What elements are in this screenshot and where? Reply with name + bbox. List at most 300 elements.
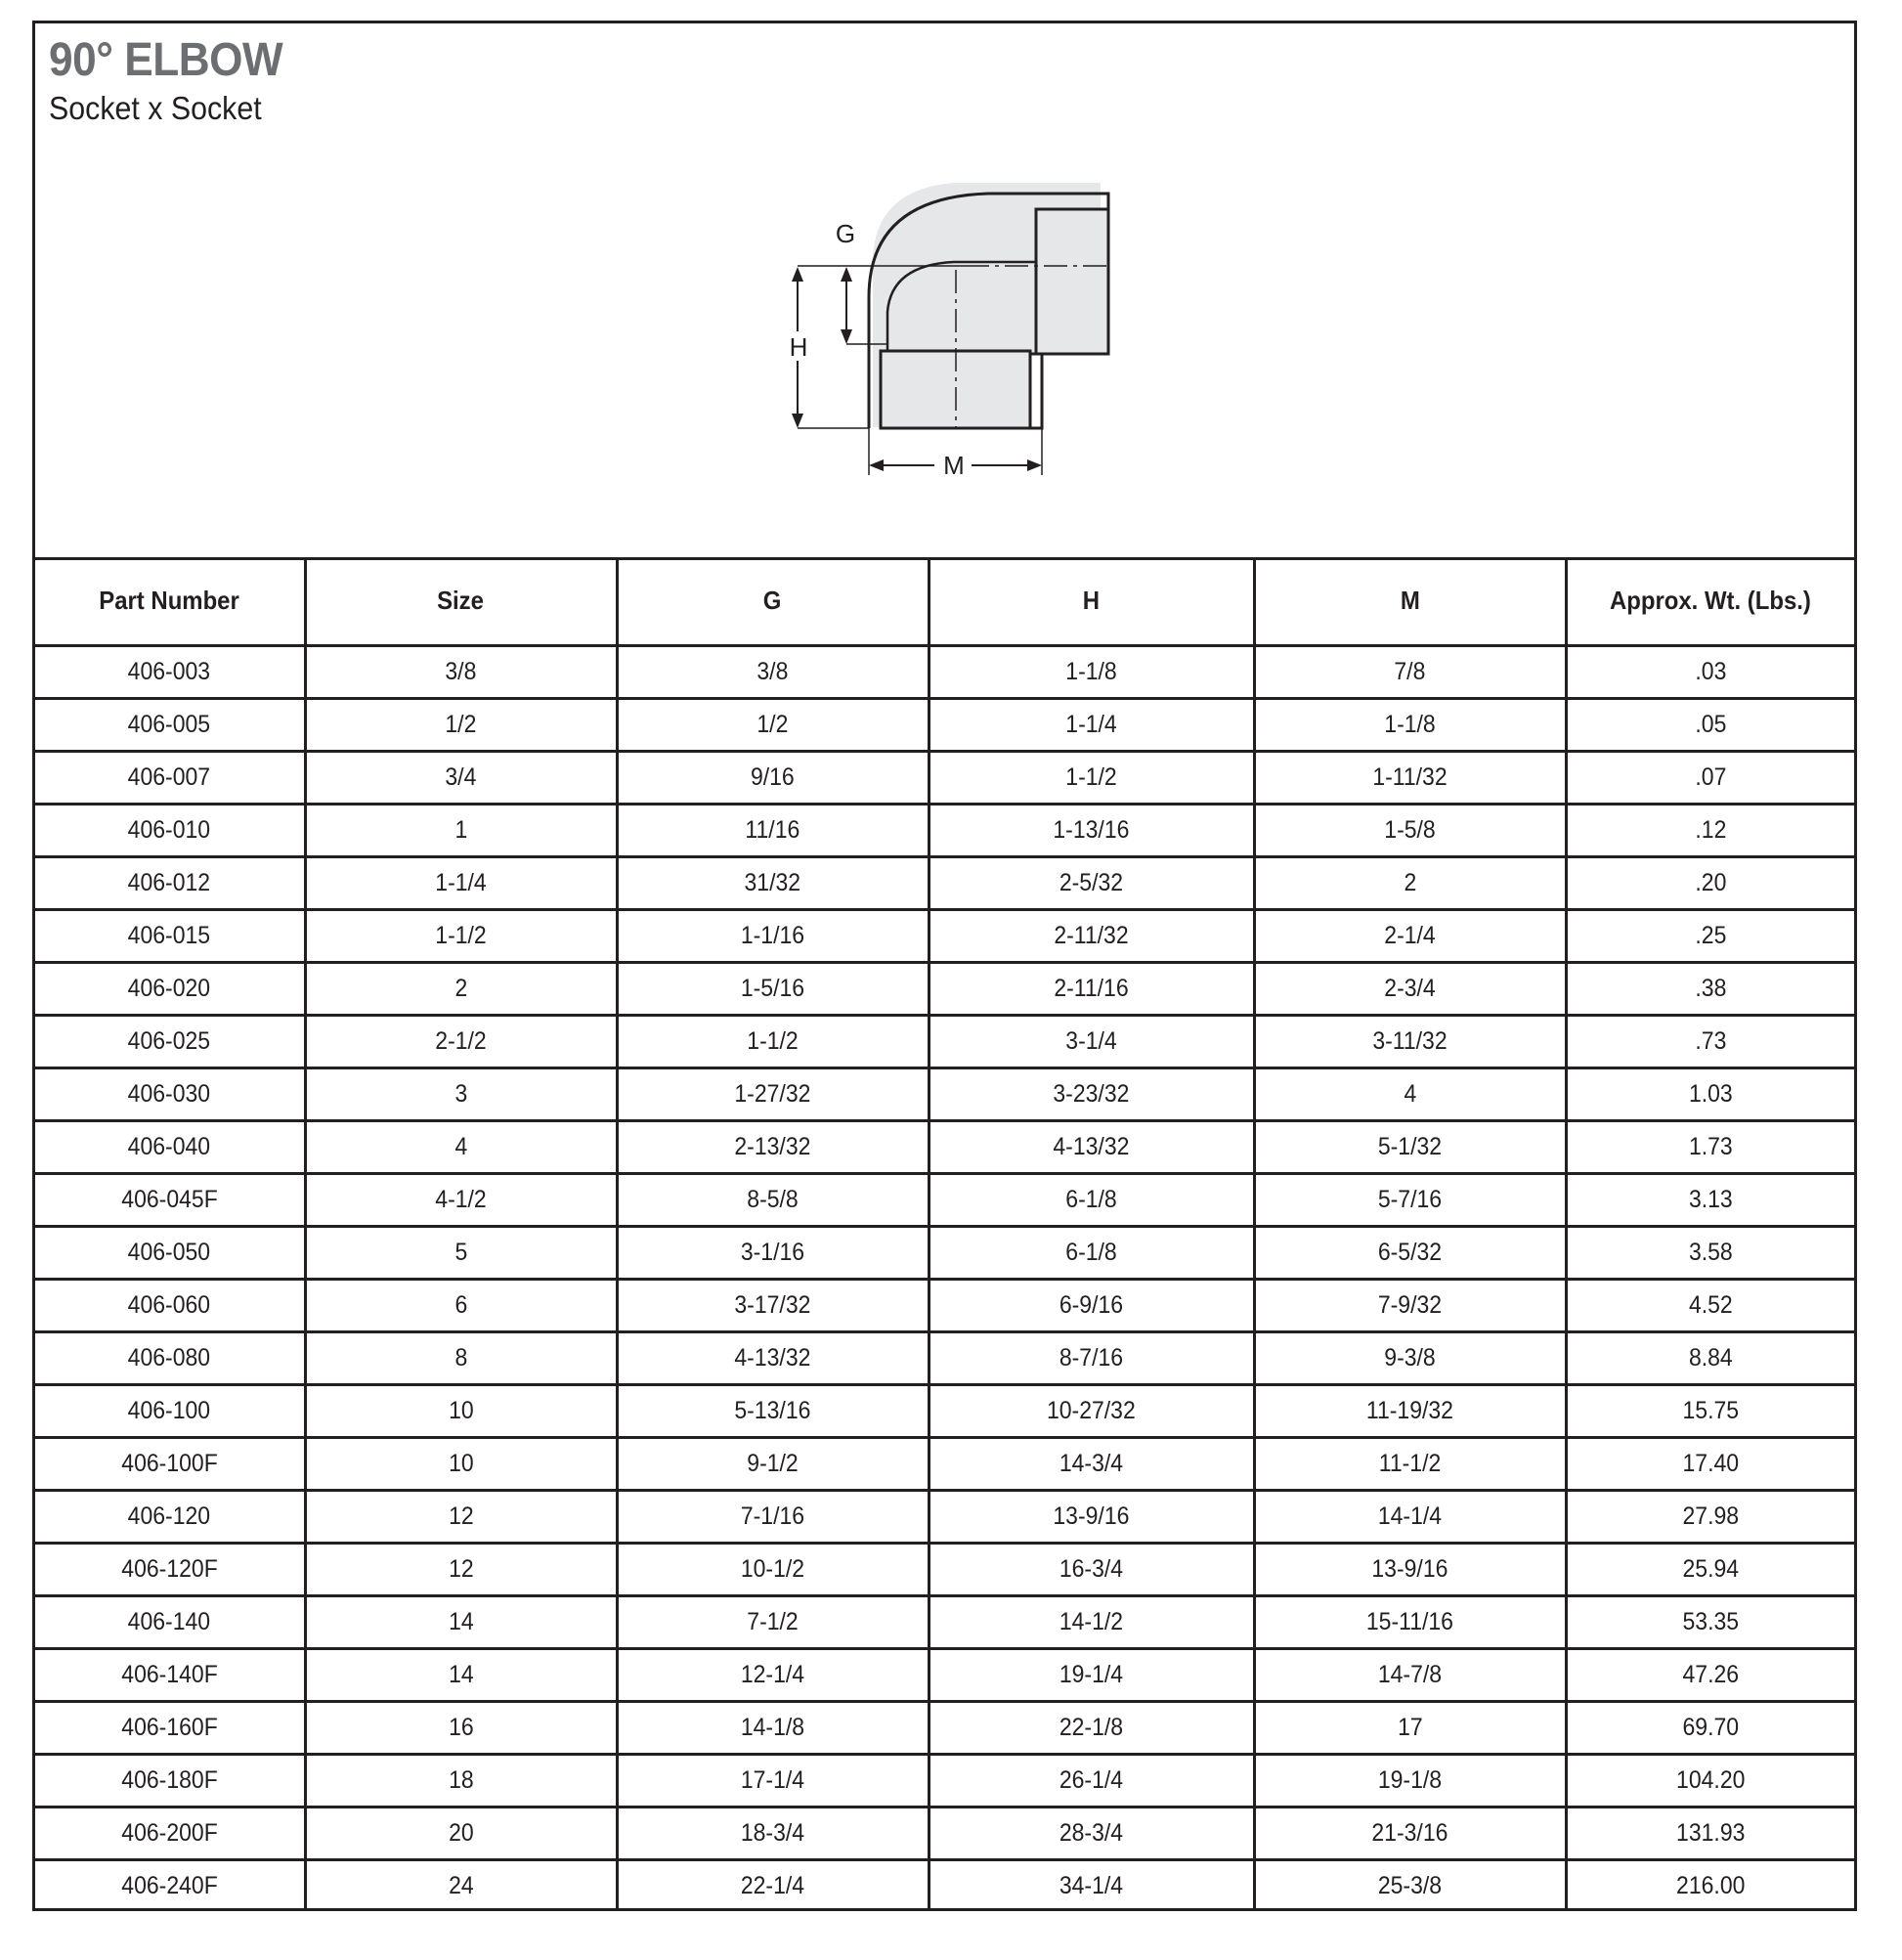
col-m-cell — [1254, 1649, 1566, 1702]
col-g-cell — [617, 1068, 929, 1121]
cell-value: 9/16 — [751, 763, 795, 791]
cell-value: 4 — [454, 1133, 467, 1160]
col-approx-weight-cell — [1566, 1755, 1854, 1808]
col-size-cell — [305, 1280, 617, 1332]
col-approx-weight-cell — [1566, 1385, 1854, 1438]
table-row — [35, 910, 1854, 963]
cell-value: 6-5/32 — [1377, 1239, 1443, 1266]
cell-value: 3-23/32 — [1053, 1080, 1130, 1108]
col-g-cell — [617, 1544, 929, 1596]
cell-value: 16 — [448, 1714, 474, 1741]
cell-value: 1-1/8 — [1065, 658, 1117, 685]
col-part-number-cell — [35, 1332, 305, 1385]
col-g-cell — [617, 857, 929, 910]
cell-value: 406-120 — [128, 1503, 211, 1530]
col-g-cell — [617, 1808, 929, 1860]
col-size-cell — [305, 1121, 617, 1174]
cell-value: 406-050 — [128, 1239, 211, 1266]
col-part-number-cell — [35, 805, 305, 857]
cell-value: 7-1/2 — [747, 1608, 799, 1635]
cell-value: 2 — [1404, 869, 1416, 896]
col-m-cell — [1254, 1438, 1566, 1491]
col-h-cell — [929, 1385, 1254, 1438]
spec-sheet — [32, 21, 1857, 1911]
cell-value: 17.40 — [1682, 1450, 1740, 1477]
col-m-cell — [1254, 963, 1566, 1016]
col-approx-weight-header — [1566, 557, 1854, 646]
cell-value: 1-13/16 — [1053, 816, 1130, 844]
col-size-header — [305, 557, 617, 646]
col-size-cell — [305, 1755, 617, 1808]
cell-value: 10-27/32 — [1047, 1397, 1136, 1424]
cell-value: 406-100F — [121, 1450, 218, 1477]
cell-value: 406-030 — [128, 1080, 211, 1108]
col-approx-weight-cell — [1566, 1332, 1854, 1385]
col-g-cell — [617, 1121, 929, 1174]
cell-value: 12 — [448, 1503, 474, 1530]
cell-value: 4 — [1404, 1080, 1416, 1108]
cell-value: 4-13/32 — [1053, 1133, 1130, 1160]
col-approx-weight-cell — [1566, 1280, 1854, 1332]
cell-value: 3-17/32 — [734, 1291, 811, 1319]
cell-value: 5-1/32 — [1377, 1133, 1443, 1160]
cell-value: 406-140 — [128, 1608, 211, 1635]
col-part-number-cell — [35, 910, 305, 963]
cell-value: 8-7/16 — [1059, 1344, 1124, 1372]
col-size-cell — [305, 1808, 617, 1860]
cell-value: 16-3/4 — [1059, 1555, 1124, 1583]
col-size-cell — [305, 1227, 617, 1280]
col-size-cell — [305, 1016, 617, 1068]
cell-value: 19-1/4 — [1059, 1661, 1124, 1688]
col-g-cell — [617, 805, 929, 857]
col-m-cell — [1254, 1808, 1566, 1860]
table-row — [35, 1860, 1854, 1912]
page-title: 90° ELBOW — [49, 34, 283, 86]
col-m-cell — [1254, 1755, 1566, 1808]
cell-value: 25-3/8 — [1377, 1872, 1443, 1899]
col-size-cell — [305, 1438, 617, 1491]
col-g-cell — [617, 1016, 929, 1068]
cell-value: 406-007 — [128, 763, 211, 791]
cell-value: 18-3/4 — [740, 1819, 805, 1847]
table-row — [35, 1755, 1854, 1808]
col-size-cell — [305, 1702, 617, 1755]
cell-value: 406-140F — [121, 1661, 218, 1688]
col-m-cell — [1254, 646, 1566, 699]
cell-value: 8-5/8 — [747, 1186, 799, 1213]
col-g-cell — [617, 699, 929, 752]
cell-value: 1-11/32 — [1372, 763, 1448, 791]
cell-value: 2-1/2 — [435, 1027, 487, 1055]
cell-value: 1-5/16 — [740, 975, 805, 1002]
col-size-cell — [305, 910, 617, 963]
col-part-number-cell — [35, 1596, 305, 1649]
col-h-cell — [929, 646, 1254, 699]
label-g: G — [835, 219, 856, 248]
col-m-cell — [1254, 1280, 1566, 1332]
cell-value: 1-1/2 — [435, 922, 487, 949]
col-m-cell — [1254, 1385, 1566, 1438]
col-approx-weight-cell — [1566, 1544, 1854, 1596]
table-row — [35, 1491, 1854, 1544]
table-row — [35, 1332, 1854, 1385]
table-row — [35, 1016, 1854, 1068]
col-g-cell — [617, 1385, 929, 1438]
col-g-cell — [617, 646, 929, 699]
col-g-cell — [617, 1491, 929, 1544]
col-g-cell — [617, 752, 929, 805]
col-size-cell — [305, 1491, 617, 1544]
cell-value: 3 — [454, 1080, 467, 1108]
col-h-cell — [929, 1280, 1254, 1332]
label-m: M — [943, 451, 965, 480]
col-m-cell — [1254, 1544, 1566, 1596]
col-part-number-cell — [35, 1491, 305, 1544]
table-row — [35, 752, 1854, 805]
col-approx-weight-cell — [1566, 646, 1854, 699]
cell-value: 406-045F — [121, 1186, 218, 1213]
col-m-cell — [1254, 1121, 1566, 1174]
col-h-cell — [929, 1649, 1254, 1702]
cell-value: 406-240F — [121, 1872, 218, 1899]
table-row — [35, 1808, 1854, 1860]
column-header-label: G — [763, 586, 782, 615]
cell-value: 15.75 — [1682, 1397, 1740, 1424]
col-h-cell — [929, 963, 1254, 1016]
cell-value: 406-200F — [121, 1819, 218, 1847]
cell-value: .07 — [1695, 763, 1727, 791]
col-g-cell — [617, 1332, 929, 1385]
cell-value: .05 — [1695, 711, 1727, 738]
col-h-cell — [929, 1332, 1254, 1385]
cell-value: 2-1/4 — [1384, 922, 1436, 949]
column-header-label: M — [1400, 586, 1420, 615]
cell-value: 1-27/32 — [734, 1080, 811, 1108]
cell-value: 3.13 — [1688, 1186, 1733, 1213]
cell-value: 2-5/32 — [1059, 869, 1124, 896]
cell-value: 406-080 — [128, 1344, 211, 1372]
col-size-cell — [305, 1596, 617, 1649]
col-h-cell — [929, 1860, 1254, 1912]
cell-value: 25.94 — [1682, 1555, 1740, 1583]
cell-value: 3/8 — [445, 658, 477, 685]
cell-value: 1.03 — [1688, 1080, 1733, 1108]
cell-value: 1-1/2 — [747, 1027, 799, 1055]
cell-value: 14-1/2 — [1059, 1608, 1124, 1635]
cell-value: 20 — [448, 1819, 474, 1847]
cell-value: .73 — [1695, 1027, 1727, 1055]
cell-value: 9-3/8 — [1384, 1344, 1436, 1372]
col-part-number-cell — [35, 963, 305, 1016]
col-approx-weight-cell — [1566, 1596, 1854, 1649]
cell-value: 1.73 — [1688, 1133, 1733, 1160]
col-approx-weight-cell — [1566, 1860, 1854, 1912]
col-approx-weight-cell — [1566, 1438, 1854, 1491]
col-m-cell — [1254, 752, 1566, 805]
cell-value: 7-9/32 — [1377, 1291, 1443, 1319]
cell-value: 406-025 — [128, 1027, 211, 1055]
table-row — [35, 1068, 1854, 1121]
col-m-cell — [1254, 1491, 1566, 1544]
table-row — [35, 1121, 1854, 1174]
cell-value: 406-040 — [128, 1133, 211, 1160]
col-approx-weight-cell — [1566, 805, 1854, 857]
cell-value: 15-11/16 — [1365, 1608, 1454, 1635]
cell-value: .25 — [1695, 922, 1727, 949]
col-size-cell — [305, 857, 617, 910]
cell-value: 11/16 — [745, 816, 800, 844]
col-h-cell — [929, 699, 1254, 752]
col-approx-weight-cell — [1566, 1174, 1854, 1227]
cell-value: 19-1/8 — [1377, 1766, 1443, 1794]
cell-value: 406-015 — [128, 922, 211, 949]
col-part-number-cell — [35, 1280, 305, 1332]
col-g-cell — [617, 1755, 929, 1808]
col-m-cell — [1254, 1068, 1566, 1121]
col-part-number-header — [35, 557, 305, 646]
cell-value: 6 — [454, 1291, 467, 1319]
col-part-number-cell — [35, 1227, 305, 1280]
cell-value: 1-1/8 — [1384, 711, 1436, 738]
table-row — [35, 1385, 1854, 1438]
table-row — [35, 963, 1854, 1016]
col-size-cell — [305, 805, 617, 857]
col-part-number-cell — [35, 1544, 305, 1596]
cell-value: 69.70 — [1682, 1714, 1740, 1741]
cell-value: 1-1/16 — [740, 922, 805, 949]
table-row — [35, 1544, 1854, 1596]
cell-value: 3-11/32 — [1372, 1027, 1448, 1055]
col-h-cell — [929, 1227, 1254, 1280]
cell-value: 26-1/4 — [1059, 1766, 1124, 1794]
table-row — [35, 646, 1854, 699]
cell-value: 2-3/4 — [1384, 975, 1436, 1002]
col-h-cell — [929, 1808, 1254, 1860]
col-h-cell — [929, 1755, 1254, 1808]
col-part-number-cell — [35, 1755, 305, 1808]
table-row — [35, 1649, 1854, 1702]
col-approx-weight-cell — [1566, 1227, 1854, 1280]
col-h-cell — [929, 1544, 1254, 1596]
col-size-cell — [305, 752, 617, 805]
cell-value: 10 — [448, 1450, 474, 1477]
col-h-cell — [929, 1174, 1254, 1227]
col-g-header — [617, 557, 929, 646]
cell-value: .38 — [1695, 975, 1727, 1002]
cell-value: 8 — [454, 1344, 467, 1372]
cell-value: 6-1/8 — [1065, 1186, 1117, 1213]
table-row — [35, 699, 1854, 752]
col-part-number-cell — [35, 699, 305, 752]
cell-value: 12 — [448, 1555, 474, 1583]
cell-value: 406-100 — [128, 1397, 211, 1424]
col-part-number-cell — [35, 1438, 305, 1491]
col-h-cell — [929, 1491, 1254, 1544]
cell-value: 3/4 — [445, 763, 477, 791]
col-size-cell — [305, 646, 617, 699]
col-approx-weight-cell — [1566, 857, 1854, 910]
cell-value: 14 — [448, 1661, 474, 1688]
cell-value: 13-9/16 — [1053, 1503, 1130, 1530]
page-subtitle: Socket x Socket — [49, 90, 262, 126]
col-part-number-cell — [35, 1808, 305, 1860]
col-g-cell — [617, 1438, 929, 1491]
column-header-label: H — [1082, 586, 1101, 615]
cell-value: 27.98 — [1682, 1503, 1740, 1530]
dimensions-table — [35, 557, 1854, 1911]
cell-value: 31/32 — [744, 869, 801, 896]
cell-value: 1-1/2 — [1065, 763, 1117, 791]
col-approx-weight-cell — [1566, 963, 1854, 1016]
col-approx-weight-cell — [1566, 1068, 1854, 1121]
col-h-cell — [929, 752, 1254, 805]
column-header-label: Approx. Wt. (Lbs.) — [1610, 586, 1812, 615]
cell-value: 406-060 — [128, 1291, 211, 1319]
table-row — [35, 1174, 1854, 1227]
cell-value: 131.93 — [1676, 1819, 1746, 1847]
col-g-cell — [617, 1702, 929, 1755]
cell-value: 14-1/8 — [740, 1714, 805, 1741]
cell-value: 406-010 — [128, 816, 211, 844]
label-h: H — [789, 332, 808, 362]
col-m-cell — [1254, 1702, 1566, 1755]
cell-value: 22-1/4 — [740, 1872, 805, 1899]
cell-value: 14-7/8 — [1377, 1661, 1443, 1688]
col-m-cell — [1254, 1860, 1566, 1912]
cell-value: 3-1/16 — [740, 1239, 805, 1266]
cell-value: 3/8 — [756, 658, 789, 685]
cell-value: 3-1/4 — [1065, 1027, 1117, 1055]
column-header-label: Size — [437, 586, 485, 615]
cell-value: 1-5/8 — [1384, 816, 1436, 844]
cell-value: 104.20 — [1676, 1766, 1746, 1794]
col-h-cell — [929, 1068, 1254, 1121]
cell-value: 17-1/4 — [740, 1766, 805, 1794]
cell-value: 28-3/4 — [1059, 1819, 1124, 1847]
col-approx-weight-cell — [1566, 1121, 1854, 1174]
cell-value: 4-13/32 — [734, 1344, 811, 1372]
cell-value: 6-1/8 — [1065, 1239, 1117, 1266]
cell-value: 406-120F — [121, 1555, 218, 1583]
cell-value: 24 — [448, 1872, 474, 1899]
column-header-label: Part Number — [99, 586, 240, 615]
cell-value: 9-1/2 — [747, 1450, 799, 1477]
col-g-cell — [617, 910, 929, 963]
cell-value: 13-9/16 — [1371, 1555, 1448, 1583]
cell-value: 10 — [448, 1397, 474, 1424]
cell-value: 4-1/2 — [435, 1186, 487, 1213]
col-m-cell — [1254, 1227, 1566, 1280]
col-approx-weight-cell — [1566, 1702, 1854, 1755]
col-size-cell — [305, 1385, 617, 1438]
col-size-cell — [305, 1068, 617, 1121]
table-header-row — [35, 557, 1854, 646]
col-size-cell — [305, 699, 617, 752]
cell-value: 406-003 — [128, 658, 211, 685]
cell-value: 11-19/32 — [1365, 1397, 1454, 1424]
cell-value: 34-1/4 — [1059, 1872, 1124, 1899]
cell-value: 406-160F — [121, 1714, 218, 1741]
table-row — [35, 1702, 1854, 1755]
cell-value: 7-1/16 — [740, 1503, 805, 1530]
col-part-number-cell — [35, 1385, 305, 1438]
cell-value: 1 — [454, 816, 467, 844]
cell-value: 1-1/4 — [435, 869, 487, 896]
cell-value: 12-1/4 — [740, 1661, 805, 1688]
col-h-cell — [929, 1121, 1254, 1174]
cell-value: 7/8 — [1394, 658, 1426, 685]
cell-value: 406-020 — [128, 975, 211, 1002]
col-part-number-cell — [35, 646, 305, 699]
col-h-cell — [929, 1596, 1254, 1649]
col-m-cell — [1254, 1016, 1566, 1068]
col-part-number-cell — [35, 1649, 305, 1702]
table-row — [35, 1227, 1854, 1280]
col-g-cell — [617, 1649, 929, 1702]
col-part-number-cell — [35, 752, 305, 805]
cell-value: .20 — [1695, 869, 1727, 896]
col-g-cell — [617, 1860, 929, 1912]
cell-value: 5-7/16 — [1377, 1186, 1443, 1213]
col-g-cell — [617, 963, 929, 1016]
cell-value: 14 — [448, 1608, 474, 1635]
col-approx-weight-cell — [1566, 699, 1854, 752]
cell-value: 47.26 — [1682, 1661, 1740, 1688]
cell-value: .03 — [1695, 658, 1727, 685]
cell-value: 2-11/16 — [1054, 975, 1129, 1002]
cell-value: 10-1/2 — [740, 1555, 805, 1583]
col-part-number-cell — [35, 1702, 305, 1755]
top-socket — [1036, 209, 1108, 354]
col-g-cell — [617, 1174, 929, 1227]
cell-value: 14-1/4 — [1377, 1503, 1443, 1530]
cell-value: 17 — [1397, 1714, 1423, 1741]
col-h-header — [929, 557, 1254, 646]
col-size-cell — [305, 963, 617, 1016]
header-panel — [35, 23, 1854, 560]
cell-value: 2-11/32 — [1054, 922, 1129, 949]
col-part-number-cell — [35, 1068, 305, 1121]
col-part-number-cell — [35, 857, 305, 910]
col-approx-weight-cell — [1566, 1808, 1854, 1860]
col-m-cell — [1254, 1596, 1566, 1649]
col-g-cell — [617, 1280, 929, 1332]
col-h-cell — [929, 857, 1254, 910]
cell-value: 2 — [454, 975, 467, 1002]
col-approx-weight-cell — [1566, 1649, 1854, 1702]
col-part-number-cell — [35, 1016, 305, 1068]
col-h-cell — [929, 1016, 1254, 1068]
col-size-cell — [305, 1544, 617, 1596]
col-g-cell — [617, 1227, 929, 1280]
col-approx-weight-cell — [1566, 1016, 1854, 1068]
cell-value: .12 — [1695, 816, 1727, 844]
cell-value: 21-3/16 — [1371, 1819, 1448, 1847]
col-size-cell — [305, 1649, 617, 1702]
col-m-cell — [1254, 910, 1566, 963]
col-m-cell — [1254, 1174, 1566, 1227]
cell-value: 11-1/2 — [1378, 1450, 1442, 1477]
cell-value: 14-3/4 — [1059, 1450, 1124, 1477]
col-size-cell — [305, 1860, 617, 1912]
table-row — [35, 1596, 1854, 1649]
col-m-cell — [1254, 699, 1566, 752]
cell-value: 8.84 — [1688, 1344, 1733, 1372]
cell-value: 6-9/16 — [1059, 1291, 1124, 1319]
table-row — [35, 805, 1854, 857]
cell-value: 2-13/32 — [734, 1133, 811, 1160]
